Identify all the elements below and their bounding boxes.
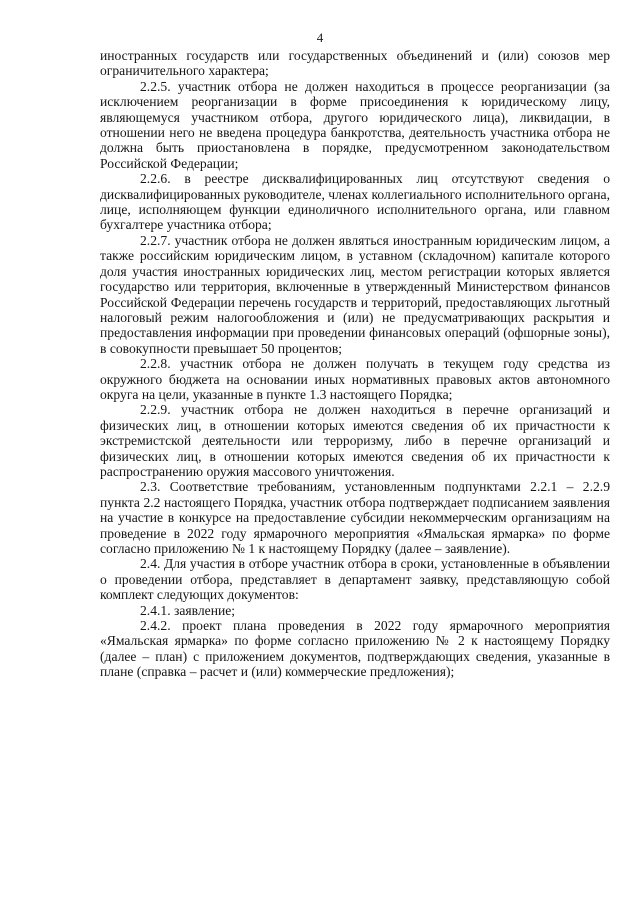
paragraph-2-4: 2.4. Для участия в отборе участник отбора в сроки, установленные в объявлении о проведении отбора, представляет в департамент заявку, представляющую собой комплект следующих документов: bbox=[100, 556, 610, 603]
paragraph-2-2-9: 2.2.9. участник отбора не должен находиться в перечне организаций и физических лиц, в отношении которых имеются сведения об их причастности к экстремистской деятельности или терроризму, либо в перечне организаций и физических лиц, в отношении которых имеются сведения об их причастности к распространению оружия массового уничтожения. bbox=[100, 402, 610, 479]
body-text bbox=[100, 48, 610, 680]
paragraph-2-2-5: 2.2.5. участник отбора не должен находиться в процессе реорганизации (за исключением реорганизации в форме присоединения к юридическому лицу, являющемуся участником отбора, другого юридического лица), ликвидации, в отношении него не введена процедура банкротства, деятельность участника отбора не должна быть приостановлена в порядке, предусмотренном законодательством Российской Федерации; bbox=[100, 78, 610, 171]
page-number: 4 bbox=[316, 30, 324, 45]
paragraph-2-3: 2.3. Соответствие требованиям, установленным подпунктами 2.2.1 – 2.2.9 пункта 2.2 настоящего Порядка, участник отбора подтверждает подписанием заявления на участие в конкурсе на предоставление субсидии некоммерческим организациям на проведение в 2022 году ярмарочного мероприятия «Ямальская ярмарка» по форме согласно приложению № 1 к настоящему Порядку (далее – заявление). bbox=[100, 479, 610, 556]
paragraph-2-2-6: 2.2.6. в реестре дисквалифицированных лиц отсутствуют сведения о дисквалифицированных руководителе, членах коллегиального исполнительного органа, лице, исполняющем функции единоличного исполнительного органа, или главном бухгалтере участника отбора; bbox=[100, 171, 610, 233]
paragraph-2-4-2: 2.4.2. проект плана проведения в 2022 году ярмарочного мероприятия «Ямальская ярмарка» по форме согласно приложению № 2 к настоящему Порядку (далее – план) с приложением документов, подтверждающих сведения, указанные в плане (справка – расчет и (или) коммерческие предложения); bbox=[100, 618, 610, 680]
paragraph-2-2-8: 2.2.8. участник отбора не должен получать в текущем году средства из окружного бюджета на основании иных нормативных правовых актов автономного округа на цели, указанные в пункте 1.3 настоящего Порядка; bbox=[100, 356, 610, 402]
paragraph-2-4-1: 2.4.1. заявление; bbox=[140, 602, 236, 618]
paragraph-continuation: иностранных государств или государственных объединений и (или) союзов мер ограничительного характера; bbox=[100, 48, 610, 79]
paragraph-2-2-7: 2.2.7. участник отбора не должен являться иностранным юридическим лицом, а также российским юридическим лицом, в уставном (складочном) капитале которого доля участия иностранных юридических лиц, местом регистрации которых является государство или территория, включенные в утвержденный Министерством финансов Российской Федерации перечень государств и территорий, предоставляющих льготный налоговый режим налогообложения и (или) не предусматривающих раскрытия и предоставления информации при проведении финансовых операций (офшорные зоны), в совокупности превышает 50 процентов; bbox=[100, 232, 610, 356]
